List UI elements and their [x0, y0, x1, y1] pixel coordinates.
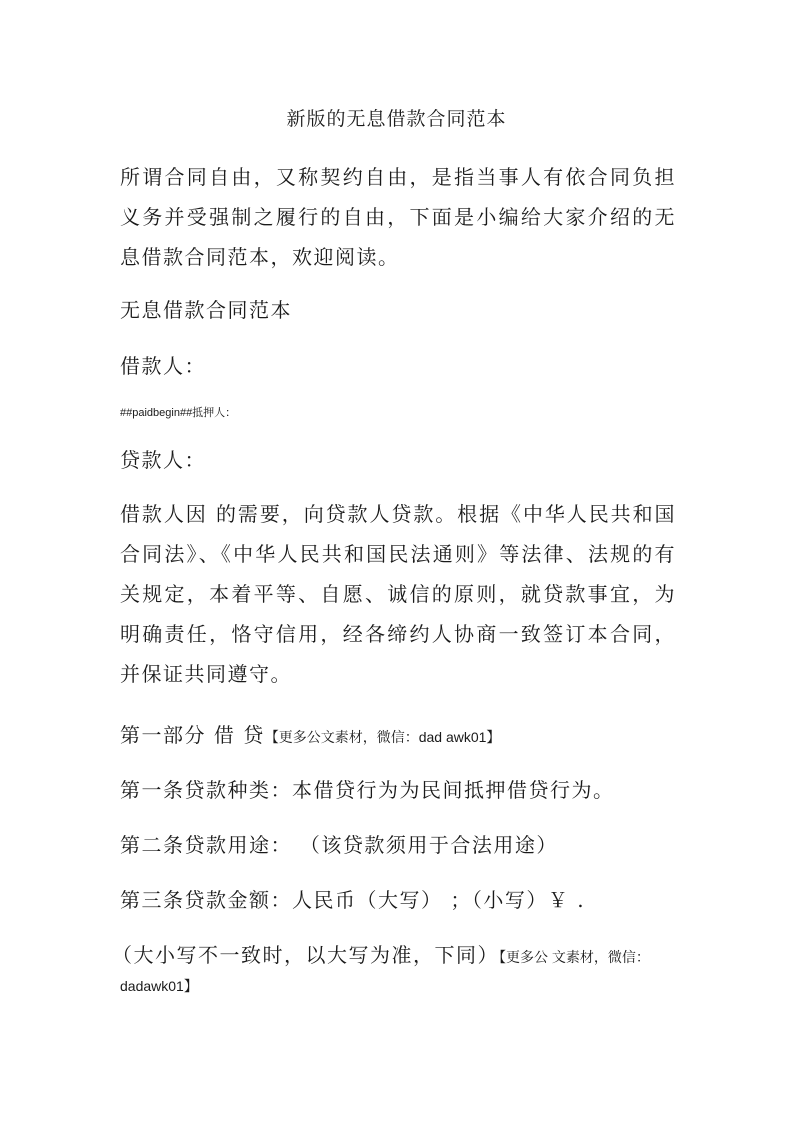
article-3-note: 【更多公 文素材，微信：: [499, 949, 650, 965]
intro-paragraph: 所谓合同自由，又称契约自由，是指当事人有依合同负担义务并受强制之履行的自由，下面是小编给大家介绍的无息借款合同范本，欢迎阅读。: [120, 165, 676, 269]
article-1: 第一条贷款种类：本借贷行为为民间抵押借贷行为。: [120, 778, 615, 802]
preamble-paragraph: 借款人因 的需要，向贷款人贷款。根据《中华人民共和国合同法》、《中华人民共和国民法通则》等法律、法规的有关规定，本着平等、自愿、诚信的原则，就贷款事宜，为明确责任，恪守信用，经各缔约人协商一致签订本合同，并保证共同遵守。: [120, 502, 676, 686]
borrower-line: 借款人：: [120, 354, 206, 378]
article-3-note-tail: dadawk01】: [120, 978, 198, 994]
document-title: 新版的无息借款合同范本: [286, 108, 507, 130]
part1-note: 【更多公文素材，微信：dad awk01】: [264, 729, 501, 745]
article-3-continued: [112, 935, 682, 977]
part1-heading-line: [120, 715, 676, 757]
paid-marker-line: ##paidbegin##抵押人：: [120, 407, 237, 419]
article-2: 第二条贷款用途： （该贷款须用于合法用途）: [120, 833, 558, 857]
part1-heading: 第一部分 借 贷: [120, 723, 265, 747]
article-3-cont-text: （大小写不一致时，以大写为准，下同）: [112, 943, 499, 967]
lender-line: 贷款人：: [120, 448, 206, 472]
contract-subtitle: 无息借款合同范本: [120, 298, 292, 322]
article-3: 第三条贷款金额：人民币（大写） ；（小写）￥ .: [120, 888, 586, 912]
